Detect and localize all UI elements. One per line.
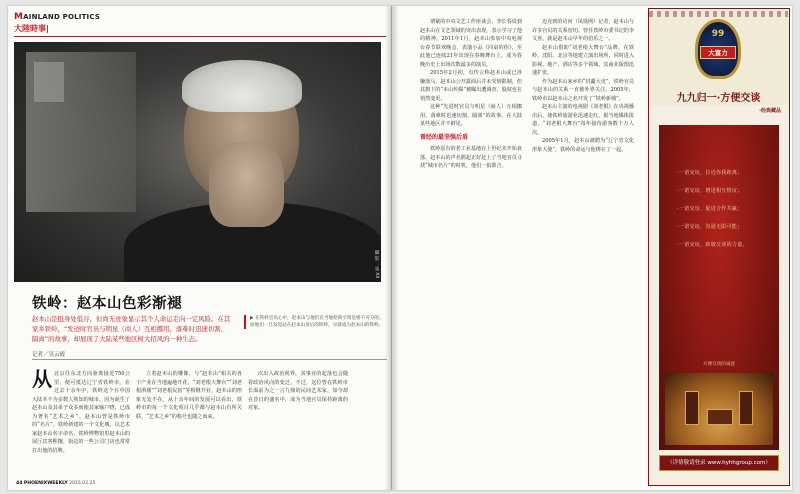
body-text: 谓紧的中央文艺工作座谈会，李长春说到赵本山在文艺领域的突出表现，表示学习了他的精神。2011年1月，赵本山参加中央电视台春节联欢晚会，表演小品《同桌的你》，至此他已连续21年出现在春晚舞台上，成为春晚历史上出场次数最多的演员。 — [420, 19, 522, 68]
body-text: 次出入政治视界，其事业的起落也会随着政治风向的变迁。不过，这位曾在铁岭市长面前为之一言九鼎的民间艺术家，如今却在昔日的盛名中，成为当地官员保持距离的对象。 — [248, 371, 348, 411]
body-text: 2015年2月初，有传言称赵本山或已涉嫌落马，赵本山公开露面后并未受到限制，但其旗下的“本山传媒”被曝出遭调查，股权也在悄然变更。 — [420, 70, 522, 102]
section-header — [14, 12, 100, 34]
header-rule — [14, 36, 386, 37]
magazine-name: PHOENIXWEEKLY — [23, 481, 68, 486]
section-title-en: MAINLAND POLITICS — [14, 12, 101, 22]
photo-figure-hair — [182, 60, 302, 112]
portrait-photo — [14, 42, 381, 282]
ad-copy-line: ·一诺交谊，沟通无限可能； — [677, 224, 743, 230]
photo-window — [34, 62, 64, 102]
body-text: 2005年1月，赵本山被聘为“辽宁省文化形象大使”，铁岭的命运与他绑在了一起。 — [532, 138, 634, 153]
advertisement[interactable] — [648, 8, 790, 486]
photo-figure-hands — [209, 142, 284, 227]
ad-copy-line: ·一诺交谊，促进合作共赢； — [677, 206, 743, 212]
byline-rule — [32, 359, 387, 360]
body-text: 铁岭原有的老工业基地在上世纪末开始衰落。赵本山的声名鹊起正好赶上了当地官员寻找“城市名片”的时机，他们一拍即合。 — [420, 146, 522, 169]
body-text: 这种“先进时官员与明星（商人）互相挪用、落难时迅速切割、隔离”的故事，在大陆某些地区并不鲜见。 — [420, 104, 522, 127]
table-icon — [707, 409, 733, 425]
article-deck: 赵本山是挺身处低谷，但尚无迹象显示其个人命运走向一定风险。在其家乡铁岭，“发迹时官员与明星（商人）互相挪用，落难时迅速切割、隔离”的故事，却展现了大陆某些地区树大招风的一种生态。 — [32, 315, 231, 343]
body-column-5 — [532, 18, 634, 473]
logo-number: 99 — [711, 29, 725, 39]
page-footer — [16, 481, 95, 486]
body-text: 北京往东北方向驱离接近750公里，便可抵达辽宁省铁岭市。在过去十余年中，铁岭这个在中国大陆本不为多数人熟知的城市，因为诞生了赵本山及其弟子众多而使其家喻户晓，已成为著名“艺术之乡”。赵本山曾是铁岭市的“名片”。铁岭新建的一个文化城，以艺术家赵本山名字命名，铁岭博物馆里赵本山的展厅宾客熙攘，街边的一些公司门店也常常打出他的招牌。 — [32, 371, 130, 454]
body-text: 赵本山借助“刘老根大舞台”品牌，在铁岭、沈阳、北京等地建立演出场所，同时进入影视、地产、酒店等多个领域，其商业版图迅速扩张。 — [532, 44, 634, 76]
issue-date: 2015.02.25 — [69, 481, 96, 486]
ad-tagline: ·经典藏品 — [759, 108, 781, 114]
ad-slogan: 九九归一·方便交谈 — [676, 93, 761, 104]
body-column-1 — [32, 367, 130, 478]
body-column-4 — [420, 18, 522, 473]
logo-name: 大富力 — [700, 46, 736, 59]
brand-logo-icon — [695, 19, 741, 79]
ad-copy-line: ·一诺交谊，增进相互情谊； — [677, 188, 743, 194]
page-number: 44 — [16, 481, 23, 486]
body-column-3 — [248, 370, 348, 478]
right-page — [392, 6, 792, 490]
body-text: 赵本山主演的电视剧《刘老根》在央视播出后，使铁岭旅游业迅速走红。据当地媒体报道，“刘老根大舞台”每年接待游客数十万人次。 — [532, 104, 634, 136]
ad-motto: 方便交谈的诚意 — [702, 362, 736, 367]
pull-quote: ▶ 在铁岭官员心中，赵本山与他们在当地招商引资是密不可分的。而他们一旦发觉站在赵本山身后的铁岭，早就成为赵本山的铁岭。 — [244, 315, 384, 329]
chair-icon — [685, 391, 699, 425]
ad-copy-line: ·一诺交谊，致敬交谈的力量。 — [677, 242, 748, 248]
ad-header — [649, 9, 788, 105]
photo-credit: 攝 影 ：張 XX — [374, 249, 379, 278]
body-text: 迈克到的访问（凤凰网）记者，赵本山与许多官员的关系密切。曾任铁岭市委书记的李文喜，就是赵本山早年的伯乐之一。 — [532, 19, 634, 42]
body-text: 立着赵本山的雕像。与“赵本山”相关的各个产业在当地遍地开花，“刘老根大舞台”“刘老根酒楼”“刘老根民宿”等相继开业，赵本山的形象无处不在。从十余年间的发展可以看出，铁岭市的每一个文化项目几乎都与赵本山有所关联，“艺术之乡”的称号也随之而来。 — [136, 371, 242, 420]
section-title-cn: 大陸時事| — [14, 24, 49, 33]
ad-decoration — [649, 11, 788, 17]
ad-scene-image — [665, 373, 773, 445]
sub-heading: 曾经的最坚强后盾 — [420, 133, 469, 141]
ad-copy-line: ·一诺交谊，拉近你我距离； — [677, 170, 743, 176]
left-page — [8, 6, 391, 490]
body-text: 作为赵本山家乡的“封疆大吏”，铁岭官员与赵本山的关系一直被外界关注。2005年，铁岭市以赵本山之名开发了“铁岭新城”。 — [532, 78, 634, 102]
chair-icon — [739, 391, 753, 425]
ad-copy-list — [677, 169, 761, 259]
article-byline: 记者／吴云霞 — [32, 352, 66, 358]
drop-cap: 从 — [32, 367, 52, 391]
ad-panel — [659, 125, 779, 450]
article-headline: 铁岭：赵本山色彩渐褪 — [32, 296, 182, 312]
body-column-2 — [136, 370, 242, 478]
ad-website-link[interactable]: （详情敬请登录 www.hyhhgroup.com） — [659, 455, 779, 471]
